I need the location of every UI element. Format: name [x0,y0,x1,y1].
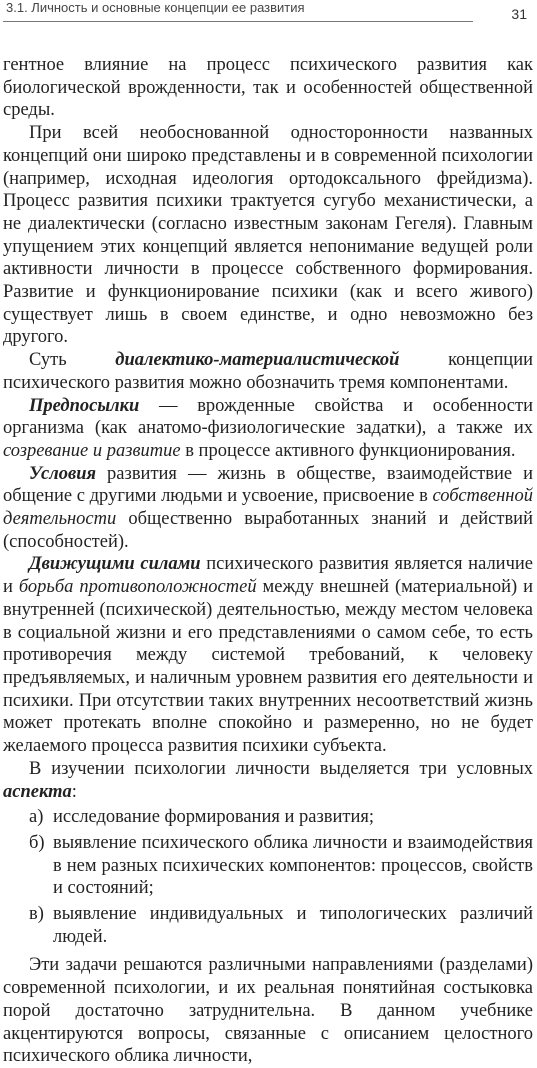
text-segment: Суть [29,350,116,371]
list-marker: а) [29,807,44,828]
list-item-text: выявление психического облика личности и взаимодействия в нем разных психических компонентов: процессов, свойств и состояний; [53,832,533,899]
emphasis-term: аспекта [3,781,72,802]
page-number: 31 [511,6,527,22]
text-segment: психического развития является наличие и [3,554,533,598]
text-segment: между внешней (материальной) и внутренней (психической) деятельностью, между местом человека в социальной жизни и его представлениями о самом себе, то есть противоречия между системой требований, к человеку предъявляемых, и наличным уровнем развития его деятельности и психики. При отсутствии таких внутренних несоответствий жизнь может протекать вполне спокойно и размеренно, но не будет желаемого процесса развития психики субъекта. [3,577,533,757]
text-segment: : [71,781,77,802]
aspects-list [3,806,533,948]
term-conditions: Условия [29,463,97,484]
list-item-text: выявление индивидуальных и типологических различий людей. [53,904,533,947]
italic-phrase: борьба противоположностей [18,577,257,598]
list-item-text: исследование формирования и развития; [53,807,375,828]
paragraph-aspects-intro [3,758,533,803]
paragraph-concepts-critique: При всей необоснованной односторонности названных концепций они широко представлены и в современной психологии (например, исходная идеология ортодоксального фрейдизма). Процесс развития психики трактуется сугубо механистически, а не диалектически (согласно известным законам Гегеля). Главным упущением этих концепций является непонимание ведущей роли активности личности в процессе собственного формирования. Развитие и функционирование психики (как и всего живого) существует лишь в своем единстве, и одно невозможно без другого. [3,123,533,348]
page-body [3,26,533,1068]
term-driving-forces: Движущими силами [29,554,201,575]
text-segment: в процессе активного функционирования. [180,440,516,461]
list-item [3,806,533,829]
chapter-title: 3.1. Личность и основные концепции ее развития [6,0,305,15]
header-divider [3,21,473,22]
list-marker: в) [29,904,44,925]
term-prerequisites: Предпосылки [29,395,140,416]
paragraph-tasks: Эти задачи решаются различными направлениями (разделами) современной психологии, и их реальная понятийная состыковка порой достаточно затруднительна. В данном учебнике акцентируются вопросы, связанные с описанием целостного психического облика личности, [3,955,533,1067]
paragraph-conditions [3,463,533,554]
text-segment: общественно выработанных знаний и действий (способностей). [3,509,533,552]
paragraph-dialectical-concept [3,349,533,394]
paragraph-prerequisites [3,395,533,463]
paragraph-continuation: гентное влияние на процесс психического развития как биологической врожденности, так и особенностей общественной среды. [3,55,533,121]
emphasis-term: диалектико-материалистической [115,350,400,371]
text-segment: концепции психического развития можно обозначить тремя компонентами. [3,350,533,393]
list-item [3,832,533,900]
running-header [3,0,533,26]
italic-phrase: собственной деятельности [3,486,533,530]
text-segment: В изучении психологии личности выделяется три условных [29,758,533,779]
text-segment: развития — жизнь в обществе, взаимодействие и общение с другими людьми и усвоение, присвоение в [3,463,533,507]
italic-phrase: созревание и развитие [3,440,181,461]
text-segment: — врожденные свойства и особенности организма (как анатомо-физиологические задатки), а также их [3,395,533,439]
list-item [3,903,533,948]
paragraph-driving-forces [3,553,533,757]
list-marker: б) [29,832,45,853]
